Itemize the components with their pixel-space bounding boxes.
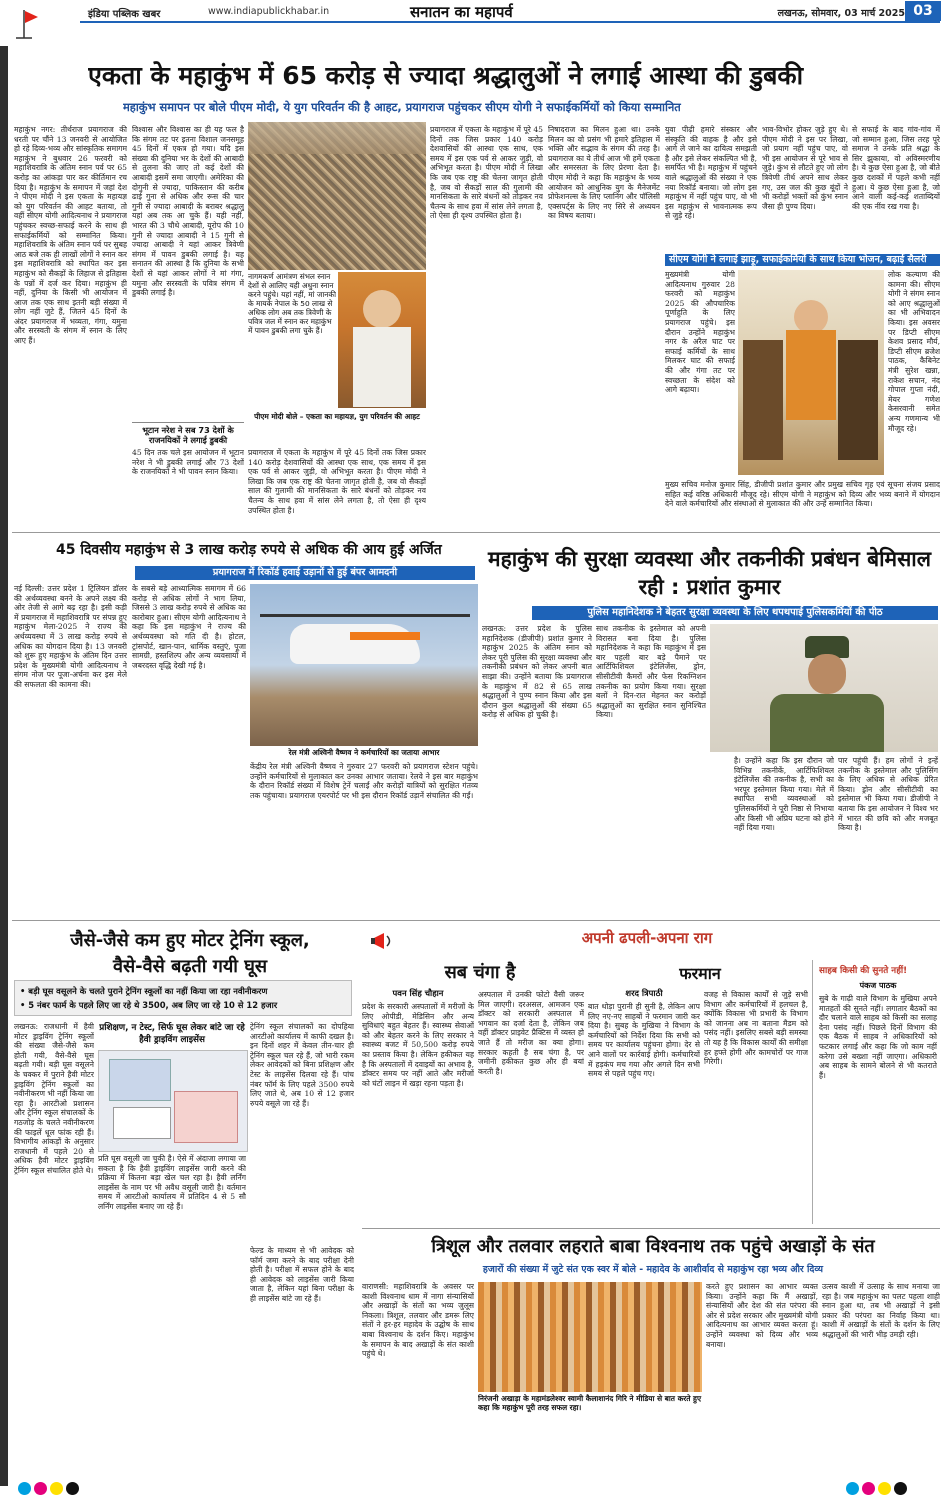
bhutan-box [132,422,244,522]
lead-column-1: महाकुंभ नगर: तीर्थराज प्रयागराज की धरती पर चौंने 13 जनवरी से आयोजित हो रहे दिव्य-भव्य और सांस्कृतिक समागम महाकुंभ ने बुधवार 26 फरवरी को महाशिवरात्रि के अंतिम स्नान पर्व पर 65 करोड़ का आंकड़ा पार कर कीर्तिमान रच दिया है। महाकुंभ के समापन में जहां देश ने पीएम मोदी ने इस एकता के महायज्ञ को युग परिवर्तन की आहट बताया, तो वहीं सीएम योगी आदित्यनाथ ने प्रयागराज पहुंचकर स्वच्छ-सफाई करने के साथ ही सफाईकर्मियों को सम्मानित किया। महाशिवरात्रि के अंतिम स्नान पर्व पर सुबह आठ बजे तक ही लाखों लोगों ने स्नान कर इस महाशिवरात्रि को स्थापित कर इस महाकुंभ को सैकड़ों के लिहाज से इतिहास के पन्नों में दर्ज कर दिया। महाकुंभ ही नहीं, दुनिया के किसी भी आयोजन में आज तक एक साथ इतनी बड़ी संख्या में लोग नहीं जुटे हैं, जितने 45 दिनों के अंदर प्रयागराज में भव्यता, गंगा, यमुना और सरस्वती के संगम में स्नान के लिए आए हैं। [14,125,127,346]
opinion-mid-column-1: बात थोड़ा पुरानी ही सुनी है, लेकिन आप लिए नए-नए साहबों ने फरमान जारी कर दिया है। सुबह के मुखिया ने विभाग के कर्मचारियों को निर्देश दिया कि सभी को समय पर कार्यालय पहुंचना होगा। देर से आने वालों पर कार्रवाई होगी। कर्मचारियों में हड़कंप मच गया और अगले दिन सभी समय से पहले पहुंच गए। [588,1002,700,1079]
lead-column-3-b: प्रयागराज में एकता के महाकुंभ में पूरे 45 दिनों तक जिस प्रकार 140 करोड़ देशवासियों की आस्था एक साथ, एक समय में इस एक पर्व से आकर जुड़ी, वो अभिभूत करता है। पीएम मोदी ने लिखा कि जब एक राष्ट्र की चेतना जागृत होती है, जब वो सैकड़ों साल की गुलामी की मानसिकता के सारे बंधनों को तोड़कर नव चैतन्य के साथ हवा में सांस लेने लगता है, तो ऐसा ही दृश्य उपस्थित होता है। [248,448,426,515]
revenue-kicker: प्रयागराज में रिकॉर्ड हवाई उड़ानों से हुई बंपर आमदनी [135,566,475,580]
security-column-3: है। उन्होंने कहा कि इस दौरान जो विभिन्न तकनीकें, आर्टिफिशियल इंटेलिजेंस की तकनीक है, सभी का भरपूर इस्तेमाल किया गया। मेले में स्थापित सभी व्यवस्थाओं को पुलिसकर्मियों ने पूरी निष्ठा से निभाया और किसी भी अप्रिय घटना को होने नहीं दिया गया। [734,756,834,833]
dateline: लखनऊ, सोमवार, 03 मार्च 2025 [777,8,905,19]
lead-column-6: भाव-विभोर होकर जुड़े हुए थे। पीएम मोदी ने इस पर लिखा, जो प्रयाग नहीं पहुंच पाए, वो भी इस आयोजन से पूरे भाव से जुड़े। कुंभ से लौटते हुए जो लोग त्रिवेणी तीर्थ अपने साथ लेकर गए, उस जल की कुछ बूंदों ने भी करोड़ों भक्तों को कुंभ स्नान जैसा ही पुण्य दिया। [762,125,848,211]
yogi-column-2: लोक कल्याण की कामना की। सीएम योगी ने संगम स्नान को आए श्रद्धालुओं का भी अभिवादन किया। इस अवसर पर डिप्टी सीएम केशव प्रसाद मौर्य, डिप्टी सीएम ब्रजेश पाठक, कैबिनेट मंत्री सुरेश खन्ना, राकेश सचान, नंद गोपाल गुप्ता नंदी, मेयर गणेश केसरवानी समेत अन्य गणमान्य भी मौजूद रहे। [888,270,940,433]
megaphone-icon [370,928,396,954]
driving-headline-2: वैसे-वैसे बढ़ती गयी घूस [113,956,267,977]
security-headline: महाकुंभ की सुरक्षा व्यवस्था और तकनीकी प्रबंधन बेमिसाल रही : प्रशांत कुमार [488,547,931,599]
registration-mark [862,1482,875,1495]
opinion-right-text: सुबे के गाढ़ी वाले विभाग के मुखिया अपने मातहतों की सुनते नहीं। लगातार बैठकों का दौर चलाने वाले साहब को किसी का सलाह देना पसंद नहीं। पिछले दिनों विभाग की एक बैठक में साहब ने अधिकारियों को फटकार लगाई और कहा कि जो काम नहीं करेगा उसे बख्शा नहीं जाएगा। अधिकारी अब साहब के सामने बोलने से भी कतराते हैं। [819,994,937,1080]
lead-subhead: महाकुंभ समापन पर बोले पीएम मोदी, ये युग परिवर्तन की है आहट, प्रयागराज पहुंचकर सीएम योगी ने सफाईकर्मियों को किया सम्मानित [123,100,681,114]
sadhu-photo-caption: निरंजनी अखाड़ा के महामंडलेश्वर स्वामी कैलाशानंद गिरि ने मीडिया से बात करते हुए कहा कि महाकुंभ पूरी तरह सफल रहा। [478,1394,702,1412]
crowd-photo-1-caption: नागमकर्ण आमंत्रण संभल स्नान देशों से आलिए यही अधुना स्नान करने पहुंचे। यहां नहीं, मां जानकी के मायके नेपाल के 50 लाख से अधिक लोग अब तक त्रिवेणी के पवित्र जल में स्नान कर महाकुंभ में पावन डुबकी लगा चुके हैं। [248,272,336,335]
driving-column-4: फेल्ड के माध्यम से भी आवेदक को फॉर्म जमा करने के बाद परीक्षा देनी होती है। परीक्षा में सफल होने के बाद ही आवेदक को लाइसेंस जारी किया जाता है, लेकिन यहां बिना परीक्षा के ही लाइसेंस बांटे जा रहे हैं। [250,1246,354,1303]
page-number: 03 [905,1,941,21]
akhada-subhead: हजारों की संख्या में जुटे संत एक स्वर में बोले - महादेव के आशीर्वाद से महाकुंभ रहा भव्य और दिव्य [482,1264,824,1275]
lead-column-4: निषादराज का मिलन हुआ था। उनके मिलन का वो प्रसंग भी हमारे इतिहास में भक्ति और सद्भाव के संगम की तरह है। प्रयागराज का ये तीर्थ आज भी हमें एकता और समरसता के लिए प्रेरणा देता है। पीएम मोदी ने कहा कि महाकुंभ के भव्य आयोजन को आधुनिक युग के मैनेजमेंट प्रोफेशनल्स के लिए प्लानिंग और पॉलिसी एक्सपर्ट्स के लिए नए सिरे से अध्ययन का विषय बताया। [548,125,660,221]
registration-mark [50,1482,63,1495]
opinion-right-byline: पंकज पाठक [859,981,897,990]
driving-column-1: लखनऊ: राजधानी में हैवी मोटर ड्राइविंग ट्रेनिंग स्कूलों की संख्या जैसे-जैसे कम होती गयी, वैसे-वैसे घूस बढ़ती गयी। बड़ी घूस वसूलने के चक्कर में पुराने हैवी मोटर ड्राइविंग ट्रेनिंग स्कूलों का नवीनीकरण भी नहीं किया जा रहा है। आरटीओ प्रशासन और ट्रेनिंग स्कूल संचालकों के गठजोड़ के चलते नवीनीकरण की फाइलें धूल फांक रही हैं। विभागीय आंकड़ों के अनुसार राजधानी में पहले 20 से अधिक हैवी मोटर ड्राइविंग ट्रेनिंग स्कूल संचालित होते थे। [14,1022,94,1175]
driving-bullets [14,980,352,1016]
driving-bullet-1: बड़ी घूस वसूलने के चलते पुराने ट्रेनिंग स्कूलों का नहीं किया जा रहा नवीनीकरण [28,986,268,996]
driving-inset-headline: प्रशिक्षण, न टेस्ट, सिर्फ घूस लेकर बांटे जा रहे हैवी ड्राइविंग लाइसेंस [99,1023,245,1045]
helicopter-photo [250,584,478,746]
opinion-mid-column-2: वजह से विकास कार्यों से जुड़े सभी विभाग और कर्मचारियों में हलचल है, क्योंकि विकास भी प्रभारी के विभाग को जानना अब ना बताना मैडम को पसंद नहीं। इसलिए सबसे बड़ी समस्या तो यह है कि विकास कार्यों की समीक्षा हर हफ्ते होगी और कामचोरों पर गाज गिरेगी। [704,990,808,1067]
helicopter-photo-caption: रेल मंत्री अश्विनी वैष्णव ने कर्मचारियों का जताया आभार [288,748,440,757]
akhada-column-2: करते हुए प्रशासन का आभार व्यक्त किया। उन्होंने कहा कि मैं अखाड़ों, संन्यासियों और देश की संत परंपरा की ओर से प्रदेश सरकार और मुख्यमंत्री योगी आदित्यनाथ का आभार व्यक्त करता हूं। उन्होंने व्यवस्था को दिव्य और भव्य बनाया। [706,1282,818,1349]
lead-column-3: प्रयागराज में एकता के महाकुंभ में पूरे 45 दिनों तक जिस प्रकार 140 करोड़ देशवासियों की आस्था एक साथ, एक समय में इस एक पर्व से आकर जुड़ी, वो अभिभूत करता है। पीएम मोदी ने लिखा कि जब एक राष्ट्र की चेतना जागृत होती है, जब वो सैकड़ों साल की गुलामी की मानसिकता के सारे बंधनों को तोड़कर नव चैतन्य के साथ हवा में सांस लेने लगता है, तो ऐसा ही दृश्य उपस्थित होता है। [430,125,543,221]
modi-photo [338,272,426,408]
masthead [0,0,945,46]
revenue-column-1: नई दिल्ली: उत्तर प्रदेश 1 ट्रिलियन डॉलर की अर्थव्यवस्था बनने के अपने लक्ष्य की ओर तेजी से आगे बढ़ रहा है। इसी कड़ी में प्रयागराज में महाशिवरात्रि पर संपन्न हुए महाकुंभ मेला-2025 ने राज्य की अर्थव्यवस्था में 3 लाख करोड़ रुपये से अधिक का योगदान दिया है। 13 जनवरी को शुरू हुए महाकुंभ के अंतिम दिन उत्तर प्रदेश के मुख्यमंत्री योगी आदित्यनाथ ने संगम नोज पर पूजा-अर्चना कर इस मेले की सफलता की कामना की। [14,584,127,689]
registration-mark [894,1482,907,1495]
list-item: • बड़ी घूस वसूलने के चलते पुराने ट्रेनिंग स्कूलों का नहीं किया जा रहा नवीनीकरण [20,986,268,996]
opinion-mid-byline: शरद त्रिपाठी [625,988,663,998]
driving-column-3: प्रति घूस वसूली जा चुकी है। ऐसे में अंदाजा लगाया जा सकता है कि हैवी ड्राइविंग लाइसेंस जारी करने की प्रक्रिया में कितना बड़ा खेल चल रहा है। हैवी लर्निंग लाइसेंस के नाम पर भी अवैध वसूली जारी है। वर्तमान समय में आरटीओ कार्यालय में प्रतिदिन 4 से 5 सौ लर्निंग लाइसेंस बनाए जा रहे हैं। [98,1154,246,1211]
driving-column-2: ट्रेनिंग स्कूल संचालकों का दोपहिया आरटीओ कार्यालय में काफी दखल है। इन दिनों शहर में केवल तीन-चार ही ट्रेनिंग स्कूल चल रहे हैं, जो भारी रकम लेकर आवेदकों को बिना प्रशिक्षण और टेस्ट के लाइसेंस दिलवा रहे हैं। पांच नंबर फॉर्म के लिए पहले 3500 रुपये लिए जाते थे, अब 10 से 12 हजार रुपये वसूले जा रहे हैं। [250,1022,354,1108]
paper-name: इंडिया पब्लिक खबर [88,9,161,20]
masthead-rule [80,21,940,23]
list-item: • 5 नंबर फार्म के पहले लिए जा रहे थे 3500, अब लिए जा रहे 10 से 12 हजार [20,1000,278,1010]
opinion-column-name: अपनी ढपली-अपना राग [581,929,713,947]
registration-mark [66,1482,79,1495]
section-title: सनातन का महापर्व [410,3,513,21]
registration-mark [846,1482,859,1495]
akhada-column-3: उत्सव काशी में उत्साह के साथ मनाया जा रहा है। जब महाकुंभ का पलट पहला शाही स्नान हुआ था, तब भी अखाड़ों ने इसी प्रकार की परंपरा का निर्वाह किया था। काशी में अखाड़ों के संतों के दर्शन के लिए श्रद्धालुओं की भारी भीड़ उमड़ी रही। [822,1282,940,1339]
driving-bullet-2: 5 नंबर फार्म के पहले लिए जा रहे थे 3500, अब लिए जा रहे 10 से 12 हजार [28,1000,278,1010]
yogi-column-1: मुख्यमंत्री योगी आदित्यनाथ गुरुवार 28 फरवरी को महाकुंभ 2025 की औपचारिक पूर्णाहुति के लिए प्रयागराज पहुंचे। इस दौरान उन्होंने महाकुंभ नगर के अरैल घाट पर सफाई कर्मियों के साथ मिलकर घाट की सफाई की और गंगा तट पर स्वच्छता के संदेश को आगे बढ़ाया। [665,270,735,395]
logo-flag-icon [10,6,44,40]
lead-column-2: विश्वास और विश्वास का ही यह फल है कि संगम तट पर इतना विशाल जनसमूह 45 दिनों में एकत्र हो गया। यदि इस संख्या की दुनिया भर के देशों की आबादी से तुलना की जाए तो कई देशों की आबादी इसमें समा जाएगी। अमेरिका की दोगुनी से ज्यादा, पाकिस्तान की करीब ढाई गुना से अधिक और रूस की चार गुनी से ज्यादा आबादी के बराबर श्रद्धालु यहां अब तक आ चुके हैं। यही नहीं, भारत की 3 चौथे आबादी, यूरोप की 10 गुनी से ज्यादा आबादी ने 15 गुनी से ज्यादा आबादी ने यहां आकर त्रिवेणी संगम में पावन डुबकी लगाई है। यह सनातन की आस्था है कि दुनिया के सभी देशों से यहां आकर लोगों ने मां गंगा, यमुना और सरस्वती के पवित्र संगम में डुबकी लगाई है। [132,125,244,298]
revenue-column-3: केंद्रीय रेल मंत्री अश्विनी वैष्णव ने गुरुवार 27 फरवरी को प्रयागराज स्टेशन पहुंचे। उन्होंने कर्मचारियों से मुलाकात कर उनका आभार जताया। रेलवे ने इस बार महाकुंभ के दौरान रिकॉर्ड संख्या में विशेष ट्रेनें चलाईं और करोड़ों यात्रियों को सुरक्षित गंतव्य तक पहुंचाया। प्रयागराज एयरपोर्ट पर भी इस दौरान रिकॉर्ड उड़ानें संचालित की गईं। [250,762,478,800]
security-column-2: साथ तकनीक के इस्तेमाल को अपनी विरासत बना दिया है। पुलिस महानिदेशक ने कहा कि महाकुंभ में इस बार पहली बार बड़े पैमाने पर आर्टिफिशियल इंटेलिजेंस, ड्रोन, सीसीटीवी कैमरों और फेस रिकग्निशन तकनीक का प्रयोग किया गया। सुरक्षा बलों ने दिन-रात मेहनत कर करोड़ों श्रद्धालुओं का सुरक्षित स्नान सुनिश्चित किया। [596,624,706,720]
bhutan-box-title: भूटान नरेश ने सब 73 देशों के राजनयिकों ने लगाई डुबकी [142,425,234,445]
security-subhead: पुलिस महानिदेशक ने बेहतर सुरक्षा व्यवस्था के लिए थपथपाई पुलिसकर्मियों की पीठ [532,606,938,620]
dgp-photo [710,624,938,752]
revenue-headline: 45 दिवसीय महाकुंभ से 3 लाख करोड़ रुपये से अधिक की आय हुई अर्जित [56,542,442,558]
registration-mark [18,1482,31,1495]
driving-headline-1: जैसे-जैसे कम हुए मोटर ट्रेनिंग स्कूल, [70,930,310,951]
license-photo [98,1050,248,1152]
divider [362,1228,940,1229]
revenue-column-2: के सबसे बड़े आध्यात्मिक समागम में 66 करोड़ से अधिक लोगों ने भाग लिया, जिससे 3 लाख करोड़ रुपये से अधिक का कारोबार हुआ। सीएम योगी आदित्यनाथ ने कहा कि इस महाकुंभ ने राज्य की अर्थव्यवस्था को गति दी है। होटल, ट्रांसपोर्ट, खान-पान, धार्मिक वस्तुएं, पूजा सामग्री, हस्तशिल्प और अन्य व्यवसायों में जबरदस्त वृद्धि देखी गई है। [132,584,246,670]
opinion-right-title: साहब किसी की सुनते नहीं! [819,966,908,976]
bhutan-box-text: 45 दिन तक चले इस आयोजन में भूटान नरेश ने भी डुबकी लगाई और 73 देशों के राजनयिकों ने भी पावन स्नान किया। [132,448,244,477]
opinion-mid-title: फरमान [679,964,721,983]
divider [12,920,940,921]
registration-mark [34,1482,47,1495]
security-column-4: पार पहुंची हैं। हम लोगों ने इन्हें तकनीक के इस्तेमाल और पुलिसिंग के लिए अधिक से अधिक प्रेरित किया। ड्रोन और सीसीटीवी का इस्तेमाल भी किया गया। डीजीपी ने बताया कि इस आयोजन ने विश्व भर में भारत की छवि को और मजबूत किया है। [838,756,938,833]
akhada-headline: त्रिशूल और तलवार लहराते बाबा विश्वनाथ तक पहुंचे अखाड़ों के संत [431,1236,875,1257]
opinion-left-title: सब चंगा है [444,962,516,983]
lead-column-5: युवा पीढ़ी हमारे संस्कार और संस्कृति की वाहक है और इसे आगे ले जाने का दायित्व समझती है और इसे लेकर संकल्पित भी है, समर्पित भी है। महाकुंभ में पहुंचने वाले श्रद्धालुओं की संख्या ने एक नया रिकॉर्ड बनाया। जो लोग इस महाकुंभ में नहीं पहुंच पाए, वो भी इस महाकुंभ से भावनात्मक रूप से जुड़े रहे। [665,125,757,221]
lead-headline: एकता के महाकुंभ में 65 करोड़ से ज्यादा श्रद्धालुओं ने लगाई आस्था की डुबकी [88,61,804,90]
modi-photo-caption: पीएम मोदी बोले – एकता का महायज्ञ, युग परिवर्तन की आहट [254,412,420,421]
website-url: www.indiapublickhabar.in [208,6,330,17]
opinion-left-column-2: अस्पताल में उनकी फोटो वैसी जरूर मिल जाएगी। दरअसल, आमजन एक डॉक्टर को सरकारी अस्पताल में भगवान का दर्जा देता है, लेकिन जब वहीं डॉक्टर प्राइवेट प्रैक्टिस में व्यस्त हो जाते हैं तो मरीज का क्या होगा। सरकार कहती है सब चंगा है, पर जमीनी हकीकत कुछ और ही बयां करती है। [478,990,584,1076]
akhada-column-1: वाराणसी: महाशिवरात्रि के अवसर पर काशी विश्वनाथ धाम में नागा संन्यासियों और अखाड़ों के संतों का भव्य जुलूस निकला। त्रिशूल, तलवार और डमरू लिए संतों ने हर-हर महादेव के उद्घोष के साथ बाबा विश्वनाथ के दर्शन किए। महाकुंभ के समापन के बाद अखाड़ों के संत काशी पहुंचे थे। [362,1282,474,1359]
security-column-1: लखनऊ: उत्तर प्रदेश के पुलिस महानिदेशक (डीजीपी) प्रशांत कुमार ने महाकुंभ 2025 के अंतिम स्नान को लेकर पूरी पुलिस की सुरक्षा व्यवस्था और तकनीकी प्रबंधन को लेकर अपनी बात साझा की। उन्होंने बताया कि प्रयागराज के महाकुंभ में 82 से 65 लाख श्रद्धालुओं ने पुण्य स्नान किया और इस दौरान कुल श्रद्धालुओं की संख्या 65 करोड़ से अधिक हो चुकी है। [482,624,592,720]
yogi-box-title: सीएम योगी ने लगाई झाड़ू, सफाईकर्मियों के साथ किया भोजन, बढ़ाई सैलरी [665,254,940,266]
lead-column-7: से सफाई के बाद गांव-गांव में जो सम्मान हुआ, जिस तरह पूरे समाज ने उनके प्रति श्रद्धा के सिर झुकाया, वो अविस्मरणीय है। ये कुछ ऐसा हुआ है, जो बीते कुछ दशकों में पहले कभी नहीं हुआ। ये कुछ ऐसा हुआ है, जो आने वाली कई-कई शताब्दियों की एक नींव रख गया है। [852,125,940,211]
yogi-photo-caption: मुख्य सचिव मनोज कुमार सिंह, डीजीपी प्रशांत कुमार और प्रमुख सचिव गृह एवं सूचना संजय प्रसाद सहित कई वरिष्ठ अधिकारी मौजूद रहे। सीएम योगी ने महाकुंभ को दिव्य और भव्य बनाने में योगदान देने वाले कर्मचारियों और संस्थाओं से मुलाकात की और उन्हें सम्मानित किया। [665,480,940,509]
lead-left-strip [0,46,8,1486]
divider [12,532,940,533]
sadhu-photo [478,1282,702,1392]
opinion-left-column-1: प्रदेश के सरकारी अस्पतालों में मरीजों के लिए ओपीडी, मेडिसिन और अन्य सुविधाएं बहुत बेहतर हैं। स्वास्थ्य सेवाओं को और बेहतर करने के लिए सरकार ने स्वास्थ्य बजट में 50,500 करोड़ रुपये का प्रस्ताव किया है। लेकिन हकीकत यह है कि अस्पतालों में दवाइयों का अभाव है, डॉक्टर समय पर नहीं आते और मरीजों को घंटों लाइन में खड़ा रहना पड़ता है। [362,1002,474,1088]
yogi-photo [738,270,884,475]
opinion-left-byline: पवन सिंह चौहान [392,988,444,998]
crowd-photo-1 [248,122,426,270]
opinion-banner [362,926,940,956]
registration-mark [878,1482,891,1495]
opinion-right-box [812,960,940,1224]
